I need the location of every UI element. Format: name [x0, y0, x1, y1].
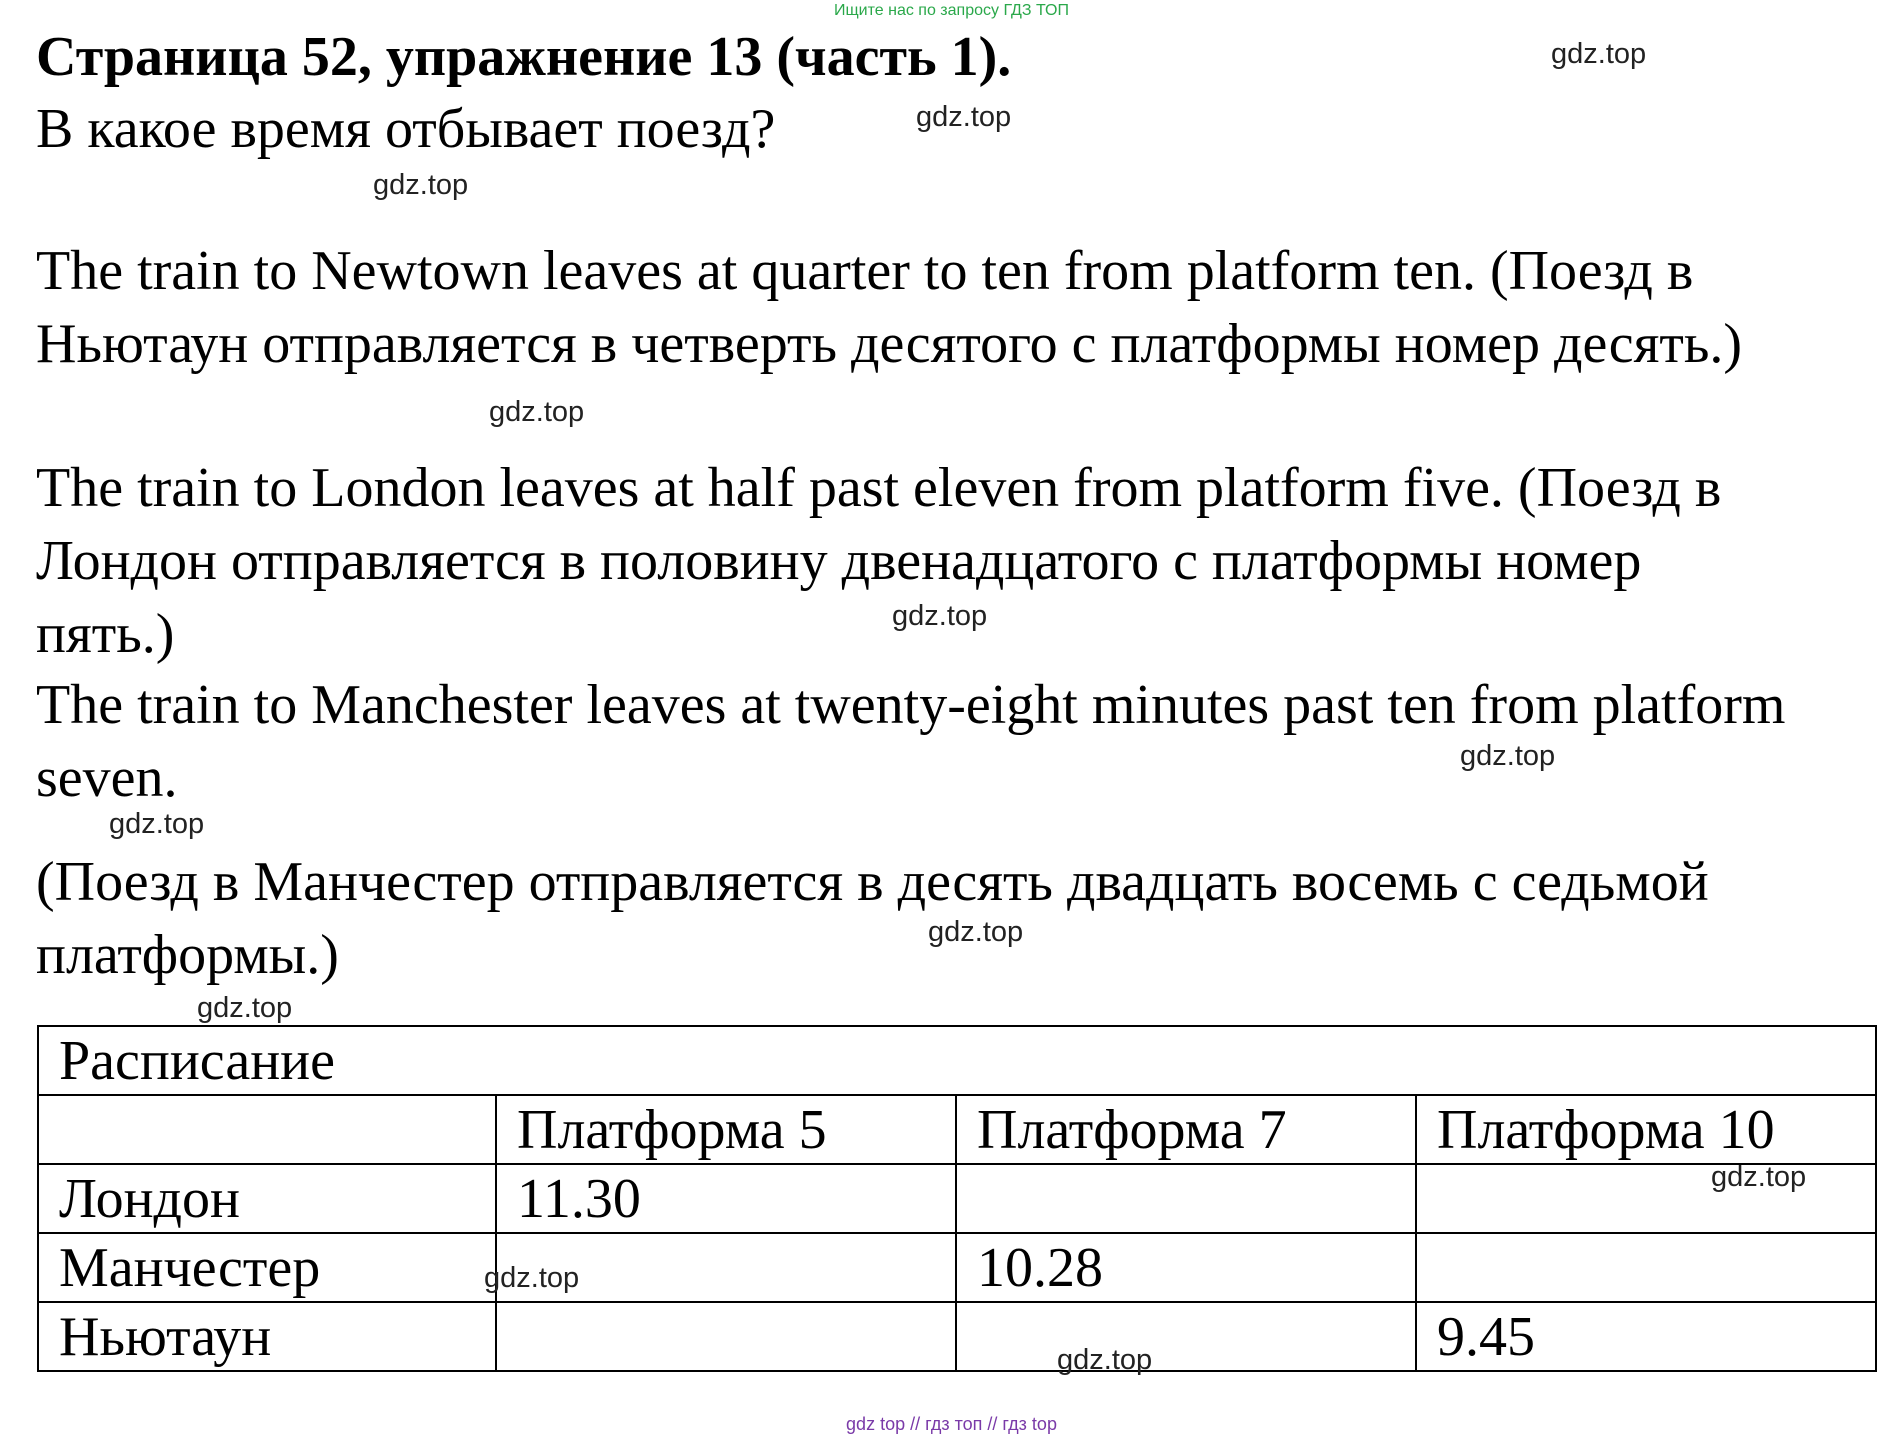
paragraph-newtown-line-1: The train to Newtown leaves at quarter to ten from platform ten. (Поезд в: [36, 240, 1694, 302]
table-cell: 11.30: [496, 1164, 956, 1233]
table-header-cell: Платформа 7: [956, 1095, 1416, 1164]
paragraph-manchester-ru-line-1: (Поезд в Манчестер отправляется в десять двадцать восемь с седьмой: [36, 851, 1709, 913]
table-cell-city: Манчестер: [38, 1233, 496, 1302]
watermark: gdz.top: [489, 396, 585, 428]
paragraph-manchester-line-1: The train to Manchester leaves at twenty-eight minutes past ten from platform: [36, 674, 1786, 736]
watermark: gdz.top: [484, 1262, 580, 1294]
table-header-cell: Платформа 5: [496, 1095, 956, 1164]
paragraph-london-line-3: пять.): [36, 603, 175, 665]
watermark: gdz.top: [373, 169, 469, 201]
table-cell: [1416, 1164, 1876, 1233]
table-row: [38, 1164, 1876, 1233]
paragraph-london-line-1: The train to London leaves at half past eleven from platform five. (Поезд в: [36, 457, 1722, 519]
table-cell: [956, 1164, 1416, 1233]
table-cell-city: Лондон: [38, 1164, 496, 1233]
paragraph-manchester-ru-line-2: платформы.): [36, 924, 339, 986]
watermark: gdz.top: [1057, 1344, 1153, 1376]
watermark: gdz.top: [1711, 1161, 1807, 1193]
watermark: gdz.top: [1460, 740, 1556, 772]
table-caption-row: [38, 1026, 1876, 1095]
watermark: gdz.top: [109, 808, 205, 840]
table-caption: Расписание: [38, 1026, 1876, 1095]
top-banner-link[interactable]: Ищите нас по запросу ГДЗ ТОП: [834, 2, 1069, 19]
table-cell-city: Ньютаун: [38, 1302, 496, 1371]
watermark: gdz.top: [197, 992, 293, 1024]
table-cell: [956, 1302, 1416, 1371]
page-title: Страница 52, упражнение 13 (часть 1).: [36, 26, 1012, 88]
table-cell: 9.45: [1416, 1302, 1876, 1371]
table-cell: 10.28: [956, 1233, 1416, 1302]
paragraph-london-line-2: Лондон отправляется в половину двенадцатого с платформы номер: [36, 530, 1642, 592]
table-row: [38, 1302, 1876, 1371]
table-header-cell: Платформа 10: [1416, 1095, 1876, 1164]
paragraph-manchester-line-2: seven.: [36, 747, 178, 809]
table-cell: [1416, 1233, 1876, 1302]
question-text: В какое время отбывает поезд?: [36, 98, 776, 160]
paragraph-newtown-line-2: Ньютаун отправляется в четверть десятого с платформы номер десять.): [36, 313, 1743, 375]
table-row: [38, 1233, 1876, 1302]
table-header-cell: [38, 1095, 496, 1164]
watermark: gdz.top: [928, 916, 1024, 948]
watermark: gdz.top: [892, 600, 988, 632]
watermark: gdz.top: [916, 101, 1012, 133]
table-header-row: [38, 1095, 1876, 1164]
watermark: gdz.top: [1551, 38, 1647, 70]
bottom-banner-link[interactable]: gdz top // гдз топ // гдз top: [846, 1414, 1057, 1434]
table-cell: [496, 1302, 956, 1371]
schedule-table: [37, 1025, 1877, 1372]
